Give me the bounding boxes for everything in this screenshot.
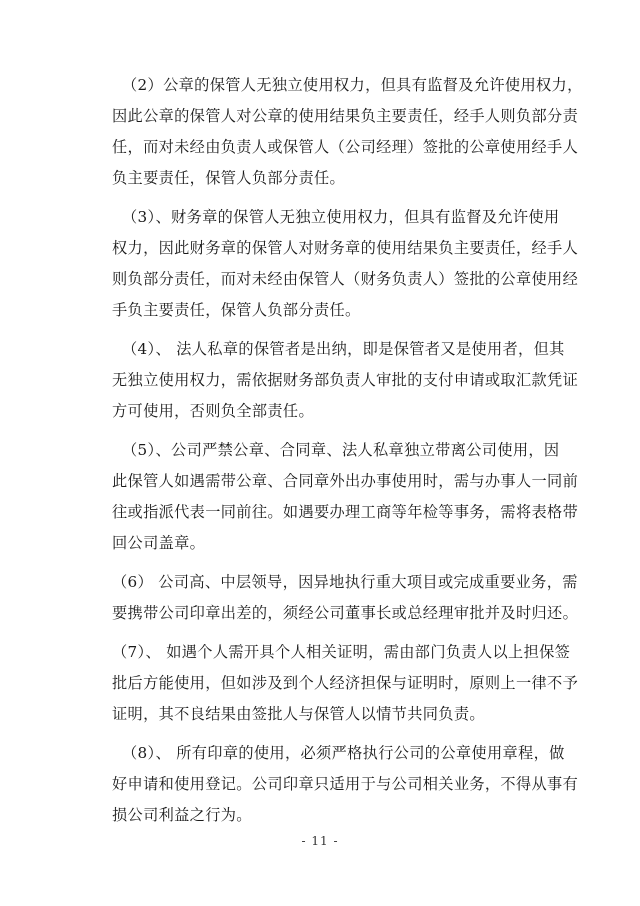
paragraph-clause-6 — [112, 567, 579, 629]
paragraph-line: 回公司盖章。 — [112, 534, 206, 552]
paragraph-clause-7 — [112, 637, 579, 730]
paragraph-clause-2 — [112, 70, 583, 194]
paragraph-line: 因此公章的保管人对公章的使用结果负主要责任，经手人则负部分责 — [112, 107, 579, 125]
paragraph-line: 证明，其不良结果由签批人与保管人以情节共同负责。 — [112, 705, 485, 723]
paragraph-line: （8）、 所有印章的使用，必须严格执行公司的公章使用章程，做 — [122, 744, 565, 762]
document-body — [112, 70, 583, 839]
paragraph-line: 好申请和使用登记。公司印章只适用于与公司相关业务，不得从事有 — [112, 775, 579, 793]
paragraph-line: 负主要责任，保管人负部分责任。 — [112, 169, 346, 187]
paragraph-line: （4）、 法人私章的保管者是出纳，即是保管者又是使用者，但其 — [122, 340, 565, 358]
paragraph-line: 手负主要责任，保管人负部分责任。 — [112, 301, 361, 319]
paragraph-line: 权力，因此财务章的保管人对财务章的使用结果负主要责任，经手人 — [112, 239, 579, 257]
paragraph-line: 方可使用，否则负全部责任。 — [112, 402, 314, 420]
paragraph-line: 损公司利益之行为。 — [112, 806, 252, 824]
paragraph-line: 此保管人如遇需带公章、合同章外出办事使用时，需与办事人一同前 — [112, 472, 579, 490]
paragraph-line: 要携带公司印章出差的，须经公司董事长或总经理审批并及时归还。 — [112, 604, 579, 622]
paragraph-clause-4 — [112, 334, 579, 427]
paragraph-clause-5 — [112, 435, 579, 559]
paragraph-line: （3）、财务章的保管人无独立使用权力，但具有监督及允许使用 — [122, 208, 560, 226]
paragraph-line: 往或指派代表一同前往。如遇要办理工商等年检等事务，需将表格带 — [112, 503, 579, 521]
paragraph-line: （6） 公司高、中层领导，因异地执行重大项目或完成重要业务，需 — [112, 573, 578, 591]
paragraph-clause-3 — [112, 202, 579, 326]
paragraph-line: （5）、公司严禁公章、合同章、法人私章独立带离公司使用，因 — [122, 441, 560, 459]
paragraph-line: （7）、 如遇个人需开具个人相关证明，需由部门负责人以上担保签 — [112, 643, 571, 661]
page-number: - 11 - — [301, 834, 339, 848]
paragraph-clause-8 — [112, 738, 579, 831]
paragraph-line: 任，而对未经由负责人或保管人（公司经理）签批的公章使用经手人 — [112, 138, 579, 156]
paragraph-line: 批后方能使用，但如涉及到个人经济担保与证明时，原则上一律不予 — [112, 674, 579, 692]
paragraph-line: 无独立使用权力，需依据财务部负责人审批的支付申请或取汇款凭证 — [112, 371, 579, 389]
paragraph-line: （2）公章的保管人无独立使用权力，但具有监督及允许使用权力， — [122, 76, 583, 94]
paragraph-line: 则负部分责任，而对未经由保管人（财务负责人）签批的公章使用经 — [112, 270, 579, 288]
